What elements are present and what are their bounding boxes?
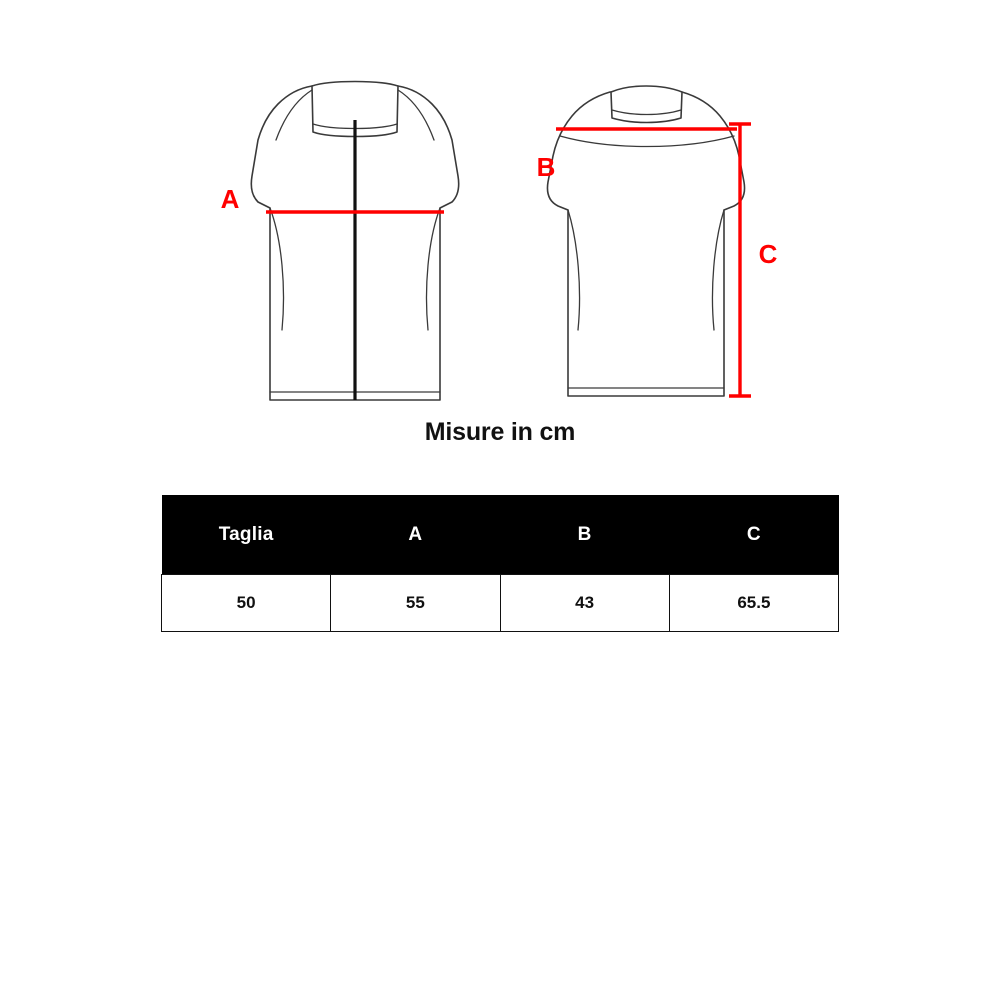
column-header-taglia: Taglia — [162, 495, 331, 575]
units-caption: Misure in cm — [424, 418, 576, 446]
measure-label-b: B — [536, 152, 556, 182]
measure-label-a: A — [220, 184, 240, 214]
cell-c: 65.5 — [669, 575, 838, 632]
size-table-body — [162, 575, 839, 632]
column-header-c: C — [669, 495, 838, 575]
table-header-row — [162, 495, 839, 575]
cell-b: 43 — [500, 575, 669, 632]
garment-diagram-svg — [0, 0, 1000, 470]
vest-front-view — [221, 82, 459, 401]
cell-a: 55 — [331, 575, 500, 632]
size-table — [161, 495, 839, 632]
vest-back-body-outline — [547, 92, 744, 396]
measure-label-c: C — [758, 239, 778, 269]
size-table-header — [162, 495, 839, 575]
cell-taglia: 50 — [162, 575, 331, 632]
column-header-b: B — [500, 495, 669, 575]
garment-diagram — [0, 0, 1000, 470]
size-table-container — [161, 495, 839, 632]
vest-back-collar — [611, 86, 682, 123]
column-header-a: A — [331, 495, 500, 575]
vest-back-view — [537, 86, 778, 396]
table-row — [162, 575, 839, 632]
